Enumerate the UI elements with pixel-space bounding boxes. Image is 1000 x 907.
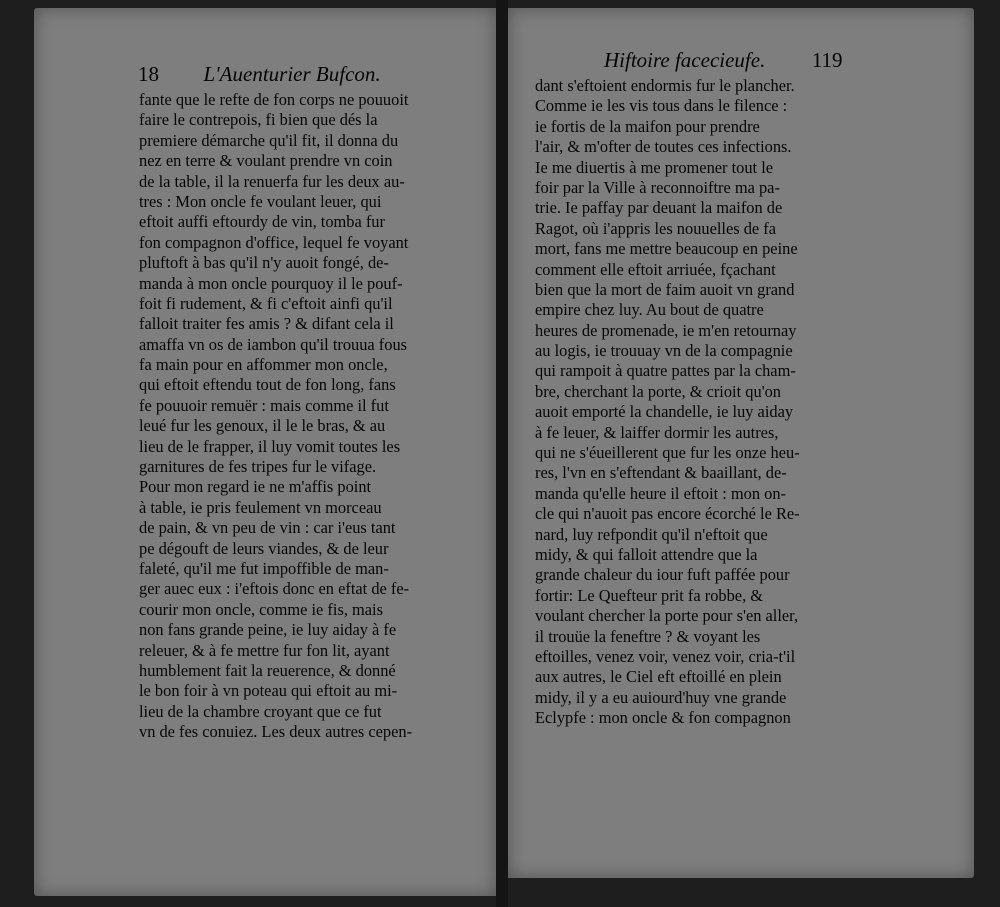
right-running-head [604, 48, 843, 73]
text-line: l'air, & m'ofter de toutes ces infections. [535, 137, 792, 157]
text-line: fon compagnon d'office, lequel fe voyant [139, 232, 409, 252]
text-line: midy, il y a eu auiourd'huy vne grande [535, 687, 787, 707]
text-line: au logis, ie trouuay vn de la compagnie [535, 341, 793, 361]
text-line: pluftoft à bas qu'il n'y auoit fongé, de- [139, 253, 389, 273]
text-line: Pour mon regard ie ne m'affis point [139, 477, 372, 497]
left-body-text [139, 90, 458, 743]
text-line: ie fortis de la maifon pour prendre [535, 116, 760, 136]
left-running-head [138, 62, 381, 87]
right-page-number: 119 [811, 48, 843, 72]
text-line: nard, luy refpondit qu'il n'eftoit que [535, 524, 768, 544]
right-body-text [535, 76, 857, 729]
text-line: il trouüe la feneftre ? & voyant les [535, 626, 761, 646]
text-line: heures de promenade, ie m'en retournay [535, 320, 797, 340]
text-line: eftoilles, venez voir, venez voir, cria-t'il [535, 646, 796, 666]
text-line: premiere démarche qu'il fit, il donna du [139, 130, 399, 150]
text-line: garnitures de fes tripes fur le vifage. [139, 457, 377, 477]
left-running-title: L'Auenturier Bufcon. [203, 62, 381, 86]
right-running-title: Hiftoire facecieufe. [604, 48, 766, 72]
text-line: Ie me diuertis à me promener tout le [535, 157, 774, 177]
text-line: manda qu'elle heure il eftoit : mon on- [535, 483, 787, 503]
text-line: fa main pour en affommer mon oncle, [139, 355, 388, 375]
text-line: midy, & qui falloit attendre que la [535, 544, 758, 564]
text-line: falloit traiter fes amis ? & difant cela il [139, 314, 394, 334]
text-line: à table, ie pris feulement vn morceau [139, 497, 382, 517]
text-line: à fe leuer, & laiffer dormir les autres, [535, 422, 779, 442]
book-gutter [496, 0, 508, 907]
text-line: fe pouuoir remuër : mais comme il fut [139, 395, 389, 415]
text-line: mort, fans me mettre beaucoup en peine [535, 239, 798, 259]
text-line: bre, cherchant la porte, & crioit qu'on [535, 381, 781, 401]
text-line: leué fur les genoux, il le le bras, & au [139, 416, 386, 436]
text-line: aux autres, le Ciel eft eftoillé en plein [535, 667, 782, 687]
text-line: nez en terre & voulant prendre vn coin [139, 151, 393, 171]
text-line: faire le contrepois, fi bien que dés la [139, 110, 378, 130]
text-line: eftoit auffi eftourdy de vin, tomba fur [139, 212, 385, 232]
text-line: faleté, qu'il me fut impoffible de man- [139, 558, 389, 578]
text-line: fante que le refte de fon corps ne pouuoit [139, 90, 409, 109]
text-line: qui rampoit à quatre pattes par la cham- [535, 361, 796, 381]
text-line: le bon foir à vn poteau qui eftoit au mi- [139, 681, 398, 701]
text-line: courir mon oncle, comme ie fis, mais [139, 599, 383, 619]
text-line: cle qui n'auoit pas encore écorché le Re- [535, 504, 800, 524]
text-line: tres : Mon oncle fe voulant leuer, qui [139, 191, 382, 211]
text-line: dant s'eftoient endormis fur le plancher. [535, 76, 795, 95]
text-line: grande chaleur du iour fuft paffée pour [535, 565, 790, 585]
text-line: qui eftoit eftendu tout de fon long, fans [139, 375, 396, 395]
text-line: bien que la mort de faim auoit vn grand [535, 279, 795, 299]
text-line: lieu de la chambre croyant que ce fut [139, 701, 382, 721]
text-line: auoit emporté la chandelle, ie luy aiday [535, 402, 794, 422]
text-line: foit fi rudement, & fi c'eftoit ainfi qu'il [139, 293, 393, 313]
text-line: trie. Ie paffay par deuant la maifon de [535, 198, 783, 218]
text-line: manda à mon oncle pourquoy il le pouf- [139, 273, 403, 293]
text-line: foir par la Ville à reconnoiftre ma pa- [535, 177, 780, 197]
text-line: res, l'vn en s'eftendant & baaillant, de- [535, 463, 787, 483]
text-line: Comme ie les vis tous dans le filence : [535, 96, 788, 116]
text-line: empire chez luy. Au bout de quatre [535, 300, 764, 320]
text-line: humblement fait la reuerence, & donné [139, 660, 396, 680]
text-line: Eclypfe : mon oncle & fon compagnon [535, 708, 791, 728]
text-line: non fans grande peine, ie luy aiday à fe [139, 620, 397, 640]
text-line: de pain, & vn peu de vin : car i'eus tant [139, 518, 396, 538]
text-line: comment elle eftoit arriuée, fçachant [535, 259, 776, 279]
left-page-number: 18 [138, 62, 159, 86]
text-line: pe dégouft de leurs viandes, & de leur [139, 538, 389, 558]
text-line: vn de fes conuiez. Les deux autres cepen- [139, 722, 413, 742]
text-line: Ragot, où i'appris les nouuelles de fa [535, 218, 777, 238]
text-line: lieu de le frapper, il luy vomit toutes les [139, 436, 401, 456]
text-line: amaffa vn os de iambon qu'il trouua fous [139, 334, 408, 354]
text-line: releuer, & à fe mettre fur fon lit, ayant [139, 640, 390, 660]
text-line: qui ne s'éueillerent que fur les onze heu- [535, 443, 800, 463]
text-line: de la table, il la renuerfa fur les deux au- [139, 171, 405, 191]
text-line: ger auec eux : i'eftois donc en eftat de fe- [139, 579, 410, 599]
text-line: fortir: Le Quefteur prit fa robbe, & [535, 585, 764, 605]
text-line: voulant chercher la porte pour s'en aller, [535, 606, 799, 626]
